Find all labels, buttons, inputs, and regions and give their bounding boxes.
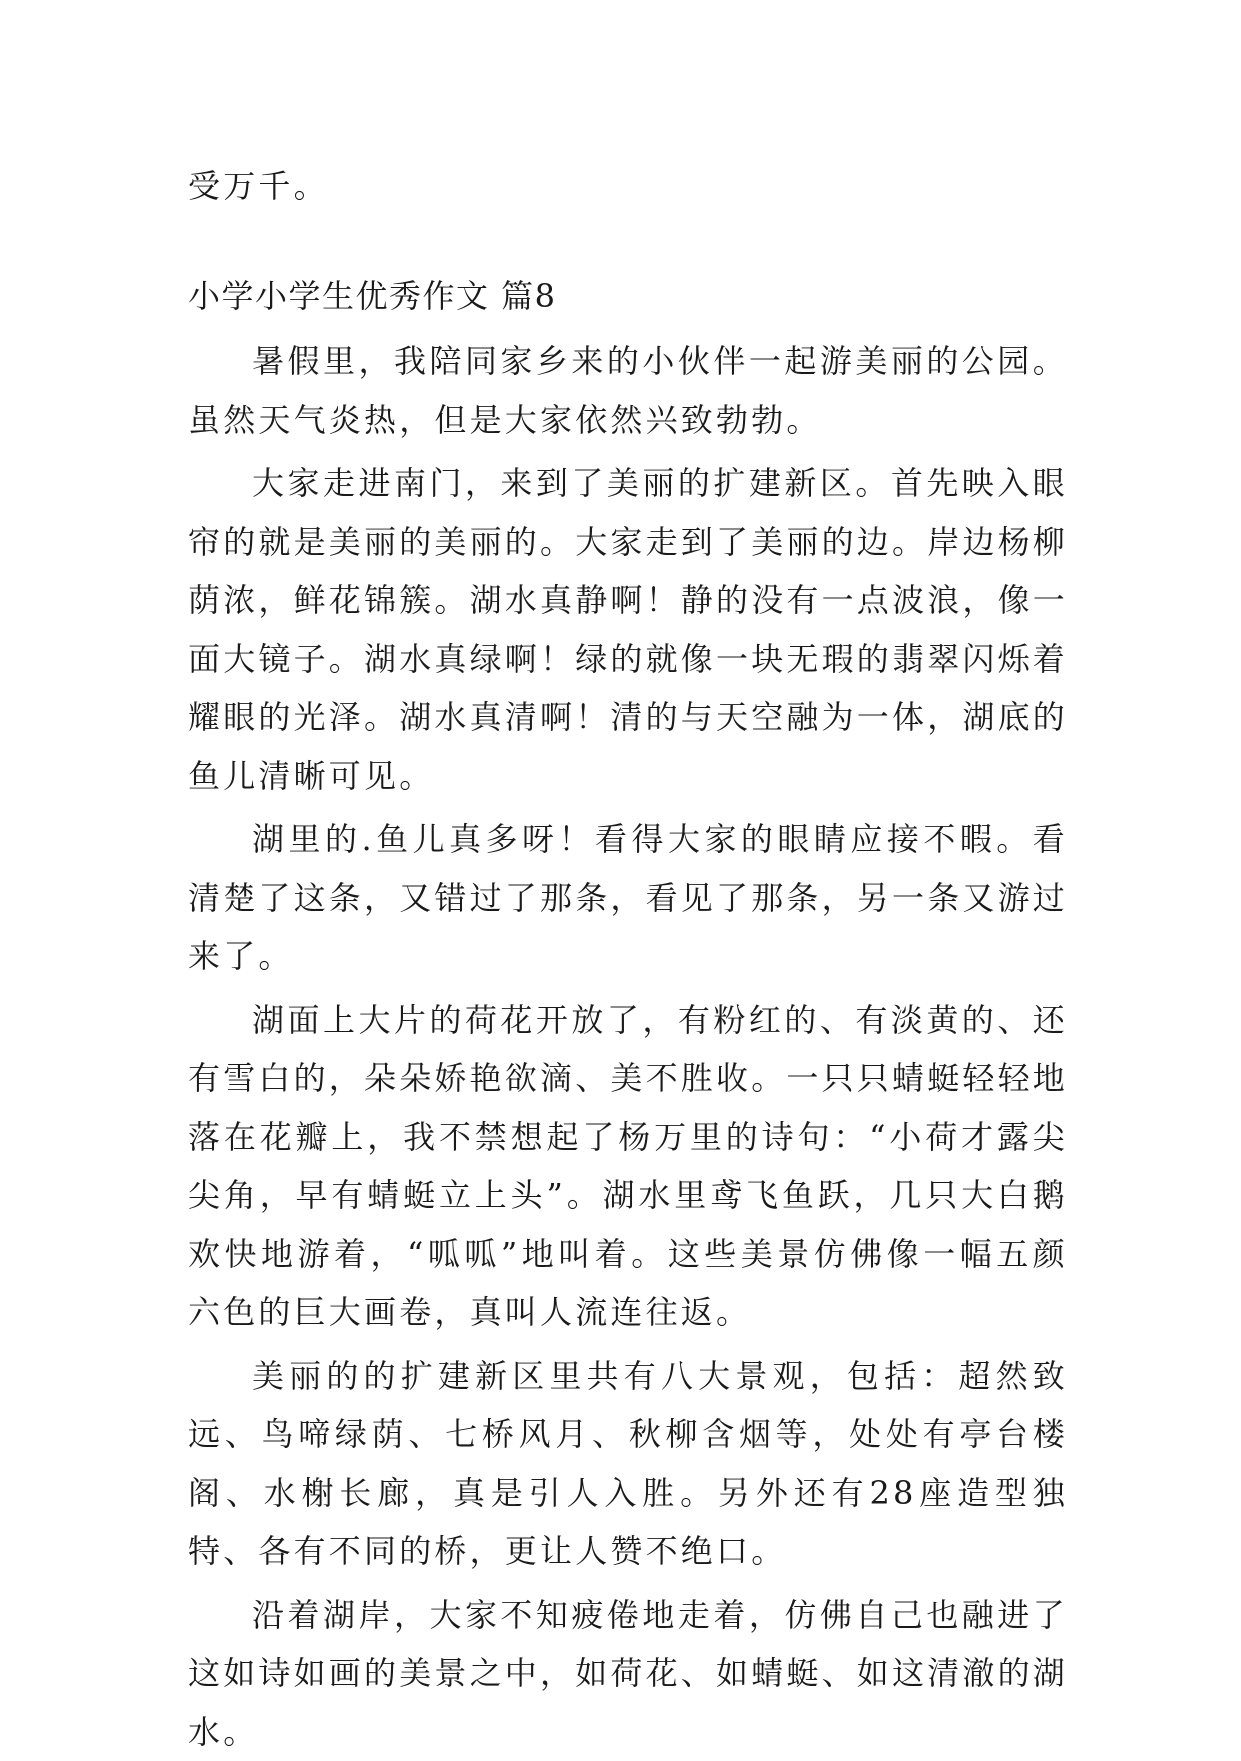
- paragraph-1: 暑假里，我陪同家乡来的小伙伴一起游美丽的公园。虽然天气炎热，但是大家依然兴致勃勃。: [188, 332, 1068, 449]
- essay-body: [188, 332, 1068, 1761]
- paragraph-3: 湖里的.鱼儿真多呀！看得大家的眼睛应接不暇。看清楚了这条，又错过了那条，看见了那条，另一条又游过来了。: [188, 810, 1068, 986]
- section-title: 小学小学生优秀作文 篇8: [188, 267, 557, 326]
- paragraph-6: 沿着湖岸，大家不知疲倦地走着，仿佛自己也融进了这如诗如画的美景之中，如荷花、如蜻蜓、如这清澈的湖水。: [188, 1586, 1068, 1761]
- continuation-text: 受万千。: [188, 157, 1068, 216]
- paragraph-2: 大家走进南门，来到了美丽的扩建新区。首先映入眼帘的就是美丽的美丽的。大家走到了美丽的边。岸边杨柳荫浓，鲜花锦簇。湖水真静啊！静的没有一点波浪，像一面大镜子。湖水真绿啊！绿的就像一块无瑕的翡翠闪烁着耀眼的光泽。湖水真清啊！清的与天空融为一体，湖底的鱼儿清晰可见。: [188, 454, 1068, 805]
- paragraph-5: 美丽的的扩建新区里共有八大景观，包括：超然致远、鸟啼绿荫、七桥风月、秋柳含烟等，处处有亭台楼阁、水榭长廊，真是引人入胜。另外还有28座造型独特、各有不同的桥，更让人赞不绝口。: [188, 1347, 1068, 1581]
- paragraph-4: 湖面上大片的荷花开放了，有粉红的、有淡黄的、还有雪白的，朵朵娇艳欲滴、美不胜收。一只只蜻蜓轻轻地落在花瓣上，我不禁想起了杨万里的诗句：“小荷才露尖尖角，早有蜻蜓立上头”。湖水里鸢飞鱼跃，几只大白鹅欢快地游着，“呱呱”地叫着。这些美景仿佛像一幅五颜六色的巨大画卷，真叫人流连往返。: [188, 991, 1068, 1342]
